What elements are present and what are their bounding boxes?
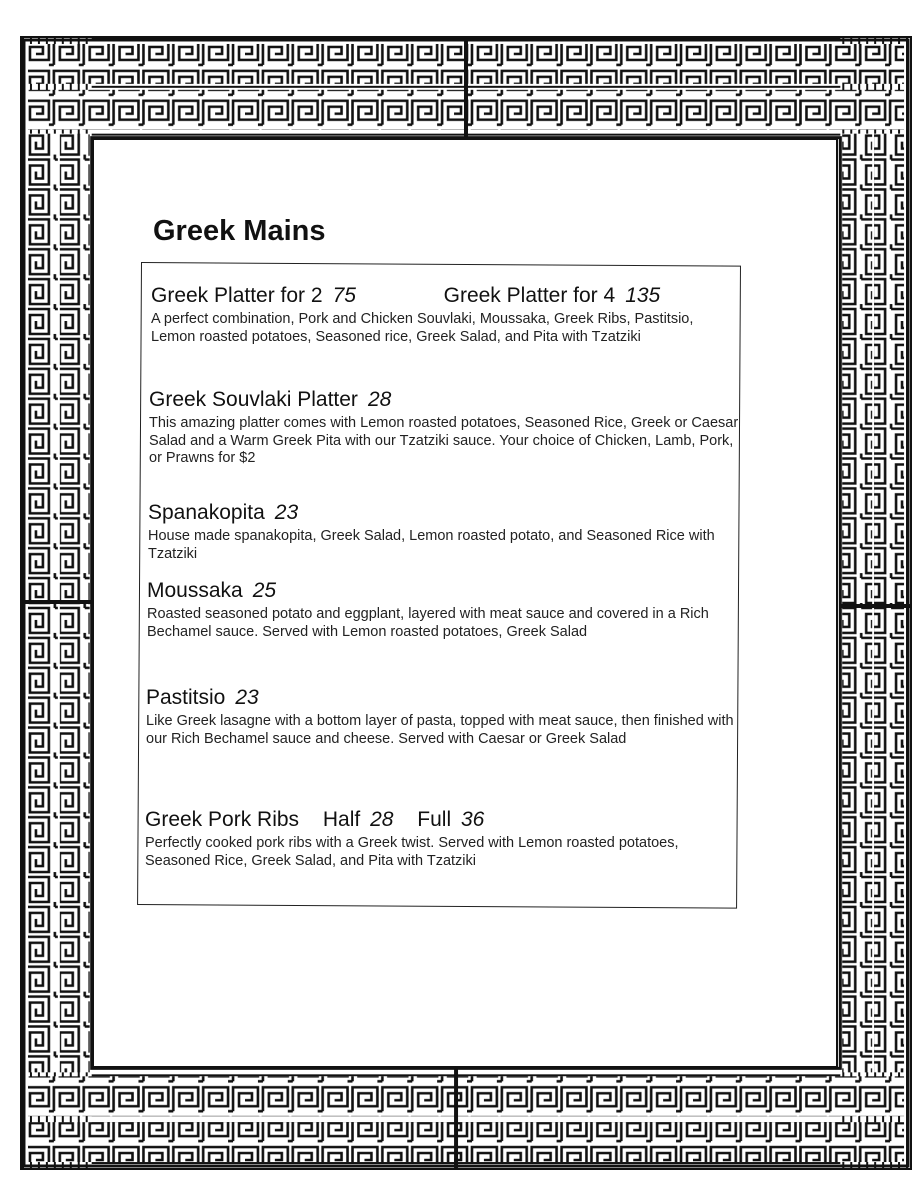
menu-item-pastitsio xyxy=(146,686,736,748)
item-price: 25 xyxy=(252,579,277,602)
item-heading xyxy=(149,388,739,412)
item-heading xyxy=(147,579,737,603)
full-price: 36 xyxy=(460,808,485,831)
item-name: Greek Pork Ribs xyxy=(145,808,300,831)
full-label: Full xyxy=(417,808,452,831)
item-description: Perfectly cooked pork ribs with a Greek twist. Served with Lemon roasted potatoes, Seasoned Rice, Greek Salad, and Pita with Tzatziki xyxy=(145,835,679,869)
half-label: Half xyxy=(322,808,361,831)
item-description: House made spanakopita, Greek Salad, Lemon roasted potato, and Seasoned Rice with Tzatziki xyxy=(148,528,715,562)
item-price-secondary: 135 xyxy=(625,284,661,307)
item-heading xyxy=(148,501,738,525)
item-description: This amazing platter comes with Lemon roasted potatoes, Seasoned Rice, Greek or Caesar Salad and a Warm Greek Pita with our Tzatziki sauce. Your choice of Chicken, Lamb, Pork, or Prawns for $2 xyxy=(149,415,739,466)
item-price: 75 xyxy=(332,284,356,307)
item-heading xyxy=(145,808,705,832)
menu-item-souvlaki-platter xyxy=(149,388,739,468)
menu-item-greek-platter xyxy=(151,284,741,346)
menu-item-moussaka xyxy=(147,579,737,641)
item-price: 28 xyxy=(367,388,392,411)
item-name: Moussaka xyxy=(147,579,243,602)
menu-item-pork-ribs xyxy=(145,808,705,870)
half-price: 28 xyxy=(370,808,394,831)
item-name: Greek Souvlaki Platter xyxy=(149,388,358,411)
item-price: 23 xyxy=(274,501,299,524)
item-description: Like Greek lasagne with a bottom layer of pasta, topped with meat sauce, then finished with our Rich Bechamel sauce and cheese. Served with Caesar or Greek Salad xyxy=(146,713,734,747)
section-title: Greek Mains xyxy=(153,215,326,247)
menu-item-spanakopita xyxy=(148,501,738,563)
item-heading xyxy=(146,686,736,710)
item-name: Pastitsio xyxy=(146,686,226,709)
item-name: Greek Platter for 2 xyxy=(151,284,323,307)
item-description: Roasted seasoned potato and eggplant, layered with meat sauce and covered in a Rich Bechamel sauce. Served with Lemon roasted potatoes, Greek Salad xyxy=(147,606,709,640)
item-name-secondary: Greek Platter for 4 xyxy=(443,284,616,307)
item-price: 23 xyxy=(235,686,259,709)
item-name: Spanakopita xyxy=(148,501,265,524)
item-heading xyxy=(151,284,741,308)
item-description: A perfect combination, Pork and Chicken Souvlaki, Moussaka, Greek Ribs, Pastitsio, Lemon roasted potatoes, Seasoned rice, Greek Salad, and Pita with Tzatziki xyxy=(151,311,694,345)
